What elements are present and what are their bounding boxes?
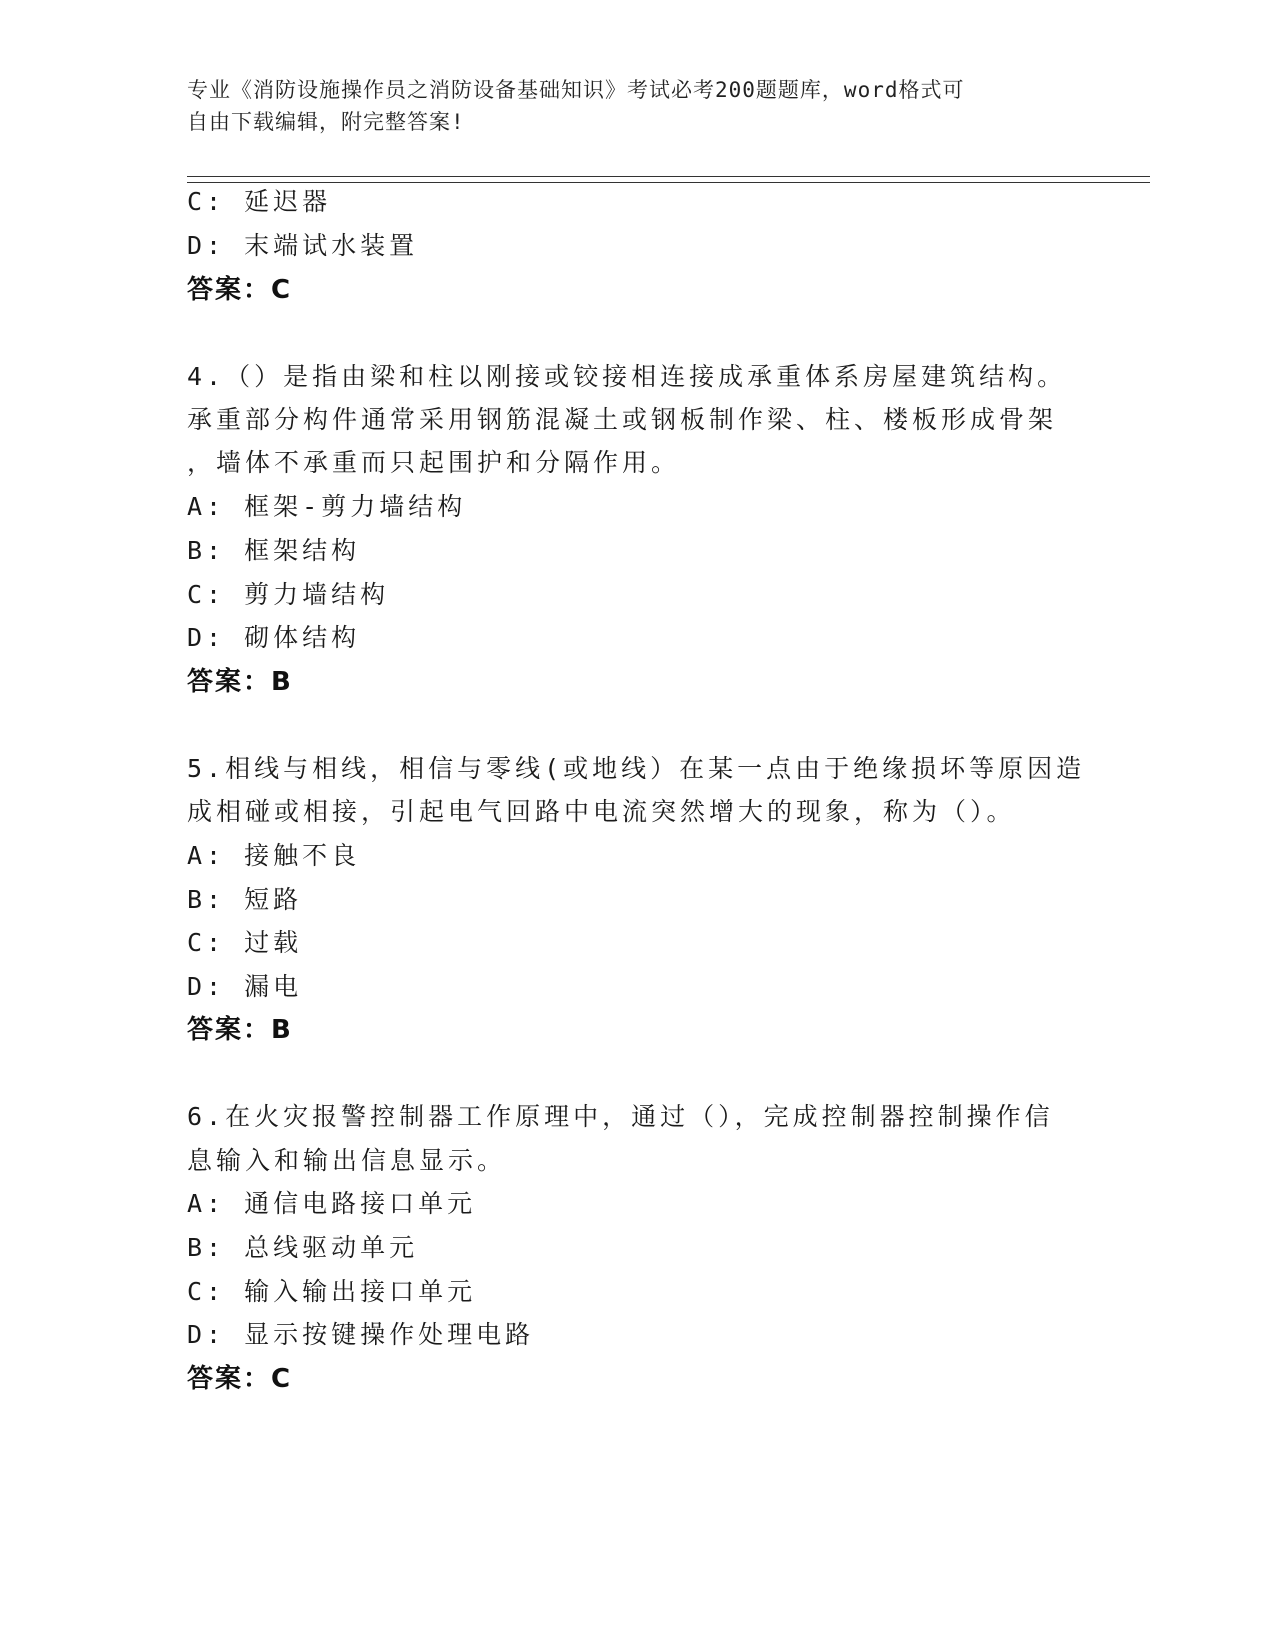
q6-option-b: B: 总线驱动单元 (187, 1233, 419, 1262)
q4-stem-line-2: 承重部分构件通常采用钢筋混凝土或钢板制作梁、柱、楼板形成骨架 (187, 405, 1058, 434)
q3-option-c: C: 延迟器 (187, 187, 332, 216)
q4-option-a: A: 框架-剪力墙结构 (187, 492, 467, 521)
q6-stem-line-2: 息输入和输出信息显示。 (187, 1146, 507, 1175)
header-line-1: 专业《消防设施操作员之消防设备基础知识》考试必考200题题库，word格式可 (187, 78, 965, 102)
q6-stem-line-1: 6.在火灾报警控制器工作原理中，通过（），完成控制器控制操作信 (187, 1102, 1054, 1131)
q3-answer: 答案：C (187, 275, 293, 305)
q4-stem-line-3: ，墙体不承重而只起围护和分隔作用。 (187, 448, 681, 477)
q4-option-b: B: 框架结构 (187, 536, 361, 565)
q5-stem-line-2: 成相碰或相接，引起电气回路中电流突然增大的现象，称为（）。 (187, 797, 1016, 826)
q6-option-d: D: 显示按键操作处理电路 (187, 1320, 535, 1349)
header-rule-bottom (187, 182, 1150, 183)
q5-answer: 答案：B (187, 1015, 293, 1045)
q5-option-b: B: 短路 (187, 885, 303, 914)
q6-option-c: C: 输入输出接口单元 (187, 1277, 477, 1306)
q6-answer: 答案：C (187, 1364, 293, 1394)
header-rule-top (187, 176, 1150, 177)
q5-option-a: A: 接触不良 (187, 841, 361, 870)
document-header (187, 74, 1067, 138)
q4-stem-line-1: 4.（）是指由梁和柱以刚接或铰接相连接成承重体系房屋建筑结构。 (187, 362, 1067, 391)
q4-option-d: D: 砌体结构 (187, 623, 361, 652)
header-line-2: 自由下载编辑，附完整答案! (187, 110, 465, 134)
q5-stem-line-1: 5.相线与相线，相信与零线(或地线）在某一点由于绝缘损坏等原因造 (187, 754, 1086, 783)
q4-option-c: C: 剪力墙结构 (187, 580, 390, 609)
q6-option-a: A: 通信电路接口单元 (187, 1189, 477, 1218)
q5-option-c: C: 过载 (187, 928, 303, 957)
q3-option-d: D: 末端试水装置 (187, 231, 419, 260)
q5-option-d: D: 漏电 (187, 972, 303, 1001)
q4-answer: 答案：B (187, 667, 293, 697)
